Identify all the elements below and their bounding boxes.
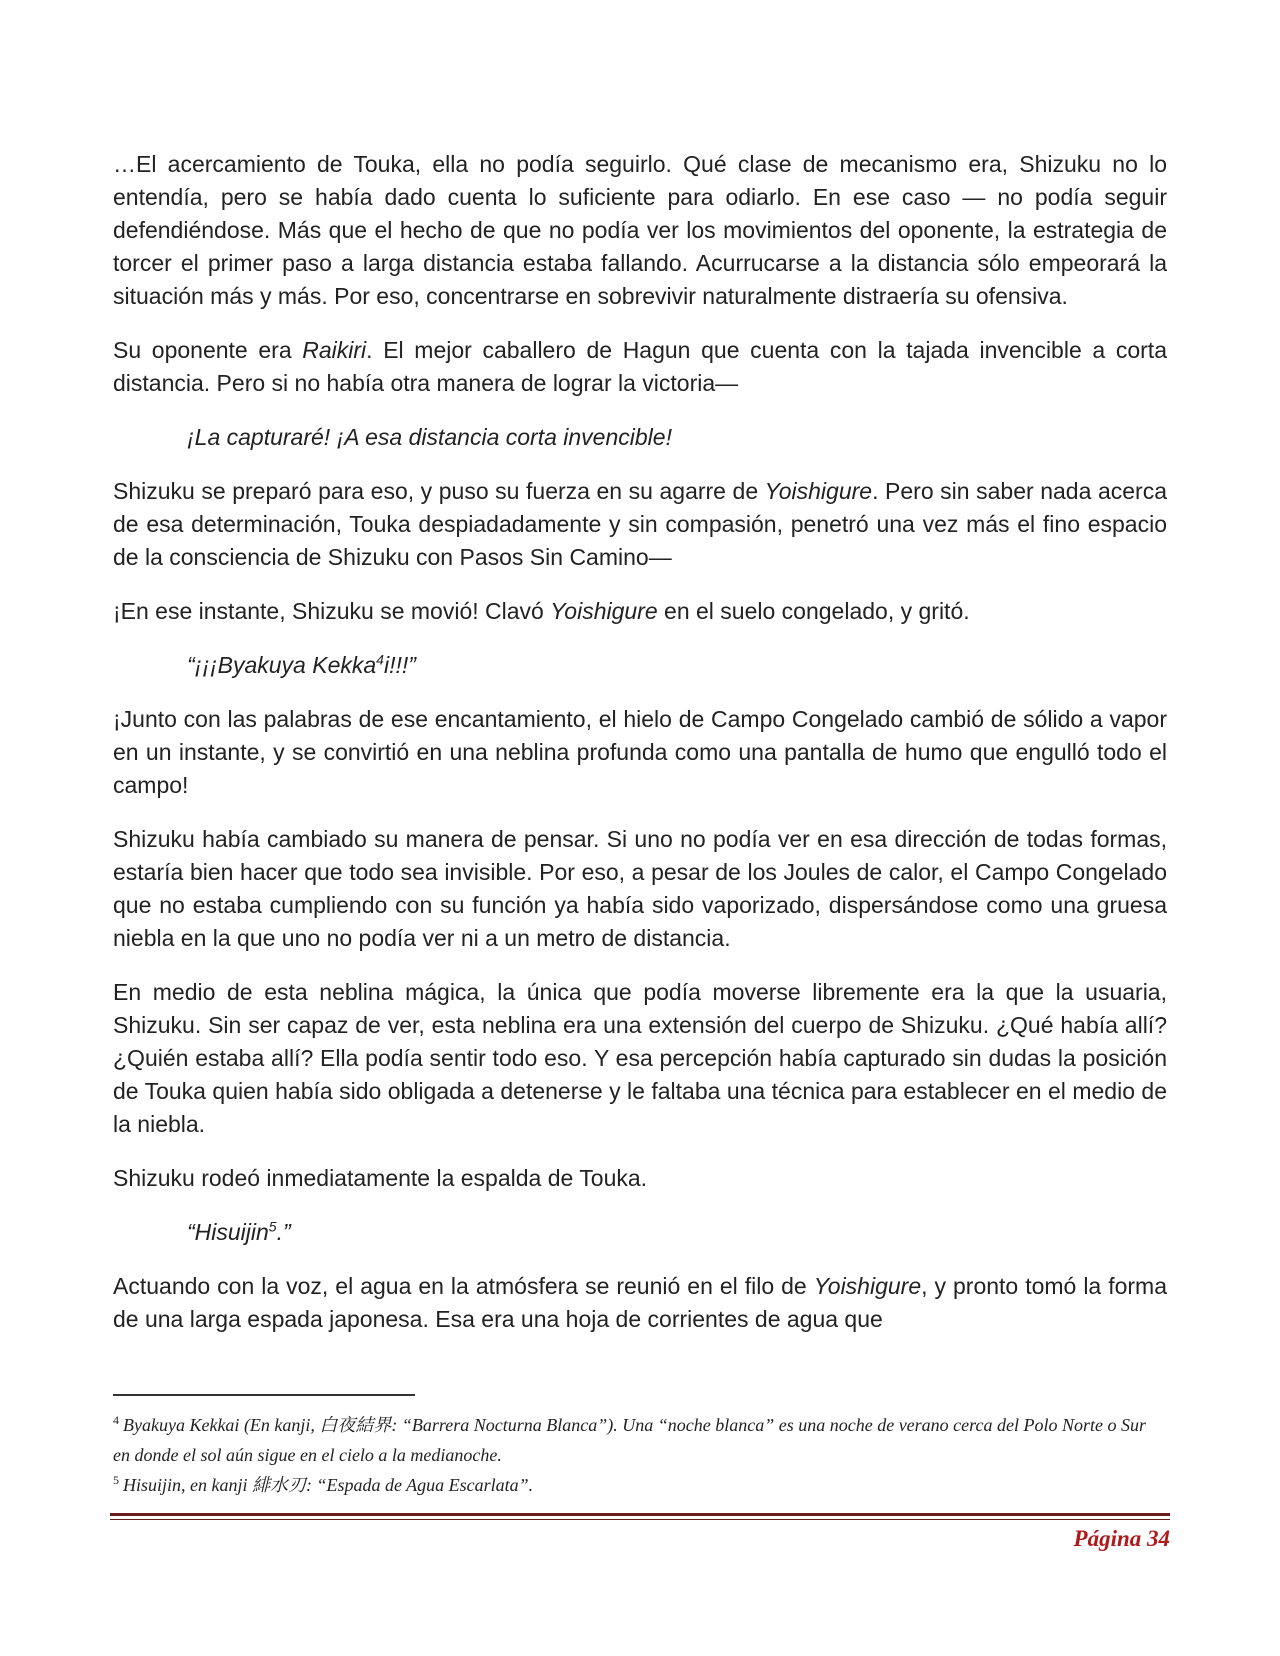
footnote [113,1470,1167,1500]
footnote-number: 5 [113,1473,119,1487]
italic-term: Raikiri [302,337,367,363]
paragraph [113,976,1167,1141]
footer-rule [110,1513,1170,1516]
paragraph [113,475,1167,574]
italic-term: Yoishigure [550,598,658,624]
paragraph [113,1270,1167,1336]
paragraph-text: , y pronto tomó la forma de una larga espada japonesa. Esa era una hoja de corrientes de agua que [113,1273,1167,1332]
paragraph-text: Shizuku se preparó para eso, y puso su fuerza en su agarre de [113,478,765,504]
footnotes [113,1410,1167,1500]
paragraph [113,595,1167,628]
paragraph-text: Shizuku había cambiado su manera de pensar. Si uno no podía ver en esa dirección de todas formas, estaría bien hacer que todo sea invisible. Por eso, a pesar de los Joules de calor, el Campo Congelado que no estaba cumpliendo con su función ya había sido vaporizado, dispersándose como una gruesa niebla en la que uno no podía ver ni a un metro de distancia. [113,826,1167,951]
paragraph-text: i!!!” [383,652,416,678]
footer-rule-thin [110,1519,1170,1520]
footnote-number: 4 [113,1413,119,1427]
paragraph [113,1162,1167,1195]
footnote-separator [113,1394,415,1396]
dialogue-line [113,1216,1167,1249]
paragraph-text: ¡La capturaré! ¡A esa distancia corta invencible! [187,424,672,450]
footnote-reference[interactable]: 4 [376,651,384,668]
paragraph-text: En medio de esta neblina mágica, la única que podía moverse libremente era la que la usuaria, Shizuku. Sin ser capaz de ver, esta neblina era una extensión del cuerpo de Shizuku. ¿Qué había allí? ¿Quién estaba allí? Ella podía sentir todo eso. Y esa percepción había capturado sin dudas la posición de Touka quien había sido obligada a detenerse y le faltaba una técnica para establecer en el medio de la niebla. [113,979,1167,1137]
footnote-text: Byakuya Kekkai (En kanji, 白夜結界: “Barrera Nocturna Blanca”). Una “noche blanca” es una noche de verano cerca del Polo Norte o Sur en donde el sol aún sigue en el cielo a la medianoche. [113,1415,1146,1465]
italic-term: Yoishigure [813,1273,922,1299]
page-body [113,148,1167,1357]
paragraph-text: Shizuku rodeó inmediatamente la espalda de Touka. [113,1165,648,1191]
paragraph-text: ¡Junto con las palabras de ese encantamiento, el hielo de Campo Congelado cambió de sólido a vapor en un instante, y se convirtió en una neblina profunda como una pantalla de humo que engulló todo el campo! [113,706,1167,798]
paragraph [113,148,1167,313]
paragraph-text: .” [276,1219,291,1245]
footnote-text: Hisuijin, en kanji 緋水刃: “Espada de Agua Escarlata”. [123,1475,534,1495]
paragraph [113,334,1167,400]
paragraph-text: Su oponente era [113,337,303,363]
paragraph-text: …El acercamiento de Touka, ella no podía seguirlo. Qué clase de mecanismo era, Shizuku no lo entendía, pero se había dado cuenta lo suficiente para odiarlo. En ese caso — no podía seguir defendiéndose. Más que el hecho de que no podía ver los movimientos del oponente, la estrategia de torcer el primer paso a larga distancia estaba fallando. Acurrucarse a la distancia sólo empeorará la situación más y más. Por eso, concentrarse en sobrevivir naturalmente distraería su ofensiva. [113,151,1167,309]
footnote [113,1410,1167,1470]
italic-term: Yoishigure [764,478,873,504]
paragraph-text: Actuando con la voz, el agua en la atmósfera se reunió en el filo de [113,1273,814,1299]
paragraph-text: . Pero sin saber nada acerca de esa determinación, Touka despiadadamente y sin compasión, penetró una vez más el fino espacio de la consciencia de Shizuku con Pasos Sin Camino— [113,478,1167,570]
paragraph [113,703,1167,802]
paragraph [113,823,1167,955]
inner-thought [113,421,1167,454]
footnote-reference[interactable]: 5 [268,1218,277,1235]
paragraph-text: en el suelo congelado, y gritó. [657,598,970,624]
paragraph-text: “¡¡¡Byakuya Kekka [187,652,377,678]
paragraph-text: . El mejor caballero de Hagun que cuenta con la tajada invencible a corta distancia. Pero si no había otra manera de lograr la victoria— [113,337,1167,396]
paragraph-text: ¡En ese instante, Shizuku se movió! Clavó [113,598,551,624]
page-number: Página 34 [1073,1526,1170,1551]
dialogue-line [113,649,1167,682]
paragraph-text: “Hisuijin [187,1219,269,1245]
